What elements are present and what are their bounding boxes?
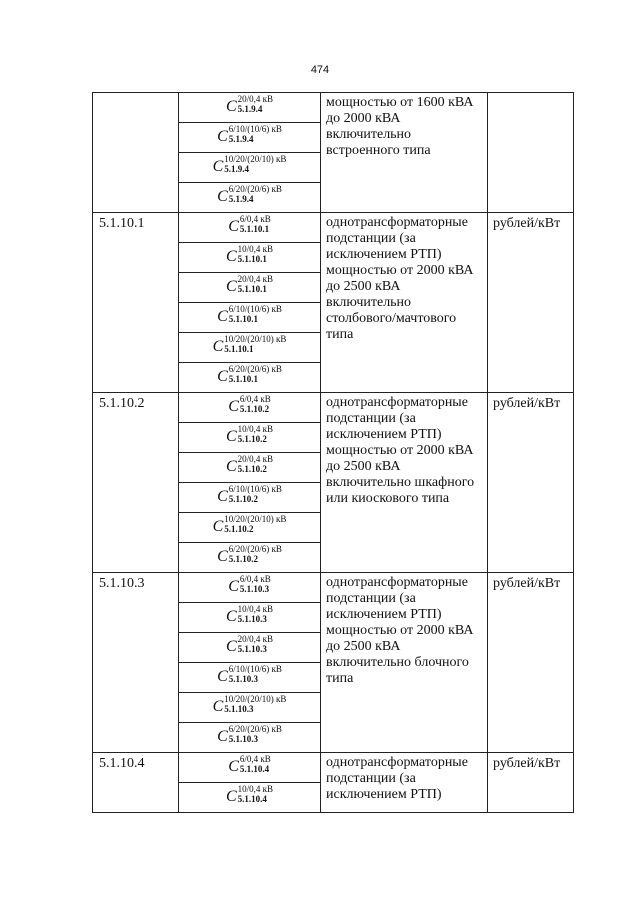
rate-symbol-indices [229, 185, 282, 204]
rate-symbol-letter: C [228, 218, 239, 235]
item-description: однотрансформаторные подстанции (за исключением РТП) мощностью от 2000 кВА до 2500 кВА включительно шкафного или киоскового типа [321, 393, 488, 573]
rate-symbol-superscript: 10/0,4 кВ [237, 244, 274, 254]
rate-symbol [179, 543, 320, 565]
rate-symbol [179, 693, 320, 715]
rate-symbol [179, 453, 320, 475]
item-code: 5.1.10.3 [93, 573, 179, 753]
rate-symbol-letter: C [225, 458, 237, 475]
rate-symbol-subscript: 5.1.10.3 [228, 674, 259, 684]
rate-symbol-subscript: 5.1.10.3 [224, 704, 254, 714]
rate-symbol-cell [179, 123, 321, 153]
table-row [93, 93, 574, 123]
rate-symbol-superscript: 6/0,4 кВ [239, 754, 271, 764]
rate-symbol-letter: C [225, 608, 237, 625]
rate-symbol-letter: C [225, 248, 237, 265]
rate-symbol-cell [179, 303, 321, 333]
rate-symbol [179, 333, 320, 355]
rate-symbol-letter: C [228, 578, 239, 595]
rate-symbol-letter: C [228, 398, 239, 415]
rate-symbol-letter: C [225, 98, 237, 115]
rate-symbol-cell [179, 513, 321, 543]
rate-symbol-cell [179, 363, 321, 393]
tariff-table-body [93, 93, 574, 813]
rate-symbol [179, 573, 320, 595]
item-unit: рублей/кВт [488, 753, 574, 813]
rate-symbol-superscript: 6/10/(10/6) кВ [228, 124, 282, 134]
rate-symbol-letter: C [212, 518, 224, 535]
rate-symbol-cell [179, 243, 321, 273]
rate-symbol-subscript: 5.1.10.2 [237, 434, 267, 444]
rate-symbol-letter: C [217, 668, 228, 685]
rate-symbol-superscript: 10/0,4 кВ [237, 424, 274, 434]
rate-symbol-letter: C [225, 788, 237, 805]
rate-symbol-superscript: 6/0,4 кВ [239, 394, 271, 404]
rate-symbol-cell [179, 153, 321, 183]
rate-symbol-indices [224, 155, 286, 174]
table-row [93, 573, 574, 603]
rate-symbol [179, 633, 320, 655]
rate-symbol-subscript: 5.1.10.1 [228, 314, 259, 324]
rate-symbol-letter: C [225, 428, 237, 445]
rate-symbol-indices [238, 605, 273, 624]
rate-symbol-letter: C [212, 698, 224, 715]
rate-symbol-cell [179, 693, 321, 723]
rate-symbol-indices [224, 515, 286, 534]
rate-symbol-letter: C [217, 488, 228, 505]
rate-symbol-indices [224, 335, 286, 354]
rate-symbol [179, 153, 320, 175]
rate-symbol-superscript: 6/10/(10/6) кВ [228, 304, 282, 314]
rate-symbol-cell [179, 273, 321, 303]
rate-symbol-indices [238, 785, 273, 804]
rate-symbol-superscript: 10/20/(20/10) кВ [224, 334, 287, 344]
rate-symbol-indices [238, 455, 273, 474]
rate-symbol-superscript: 6/20/(20/6) кВ [228, 544, 282, 554]
rate-symbol-indices [229, 305, 282, 324]
rate-symbol-subscript: 5.1.10.1 [239, 224, 270, 234]
rate-symbol-indices [238, 635, 273, 654]
rate-symbol [179, 93, 320, 115]
rate-symbol-superscript: 6/0,4 кВ [239, 574, 271, 584]
rate-symbol-cell [179, 603, 321, 633]
rate-symbol-indices [240, 755, 271, 774]
rate-symbol-subscript: 5.1.10.2 [228, 494, 259, 504]
rate-symbol-indices [229, 485, 282, 504]
rate-symbol-indices [224, 695, 286, 714]
rate-symbol-superscript: 20/0,4 кВ [237, 454, 274, 464]
item-unit: рублей/кВт [488, 213, 574, 393]
rate-symbol-subscript: 5.1.10.1 [237, 254, 267, 264]
item-description: однотрансформаторные подстанции (за исключением РТП) мощностью от 2000 кВА до 2500 кВА включительно столбового/мачтового типа [321, 213, 488, 393]
rate-symbol [179, 603, 320, 625]
rate-symbol-superscript: 10/0,4 кВ [237, 784, 274, 794]
rate-symbol-subscript: 5.1.9.4 [228, 134, 254, 144]
page-number: 474 [310, 64, 330, 76]
rate-symbol-indices [229, 725, 282, 744]
rate-symbol-subscript: 5.1.10.4 [239, 764, 270, 774]
rate-symbol-subscript: 5.1.10.2 [228, 554, 259, 564]
rate-symbol-subscript: 5.1.10.3 [239, 584, 270, 594]
rate-symbol-superscript: 10/20/(20/10) кВ [224, 694, 287, 704]
rate-symbol-letter: C [217, 728, 228, 745]
item-description: однотрансформаторные подстанции (за исключением РТП) мощностью от 2000 кВА до 2500 кВА включительно блочного типа [321, 573, 488, 753]
rate-symbol-subscript: 5.1.10.2 [237, 464, 267, 474]
rate-symbol-subscript: 5.1.10.1 [228, 374, 259, 384]
rate-symbol-indices [240, 575, 271, 594]
rate-symbol [179, 663, 320, 685]
rate-symbol-indices [240, 215, 271, 234]
rate-symbol-cell [179, 543, 321, 573]
rate-symbol-cell [179, 453, 321, 483]
rate-symbol [179, 243, 320, 265]
rate-symbol-superscript: 20/0,4 кВ [237, 94, 274, 104]
item-code: 5.1.10.2 [93, 393, 179, 573]
item-description: однотрансформаторные подстанции (за исключением РТП) [321, 753, 488, 813]
rate-symbol-cell [179, 633, 321, 663]
rate-symbol-indices [238, 95, 273, 114]
rate-symbol-cell [179, 423, 321, 453]
rate-symbol-cell [179, 93, 321, 123]
rate-symbol [179, 123, 320, 145]
rate-symbol [179, 183, 320, 205]
rate-symbol-indices [229, 665, 282, 684]
item-unit: рублей/кВт [488, 393, 574, 573]
rate-symbol-subscript: 5.1.10.4 [237, 794, 267, 804]
rate-symbol-subscript: 5.1.9.4 [224, 164, 250, 174]
rate-symbol-subscript: 5.1.9.4 [237, 104, 263, 114]
rate-symbol-letter: C [212, 158, 224, 175]
rate-symbol-superscript: 20/0,4 кВ [237, 274, 274, 284]
rate-symbol-subscript: 5.1.9.4 [228, 194, 254, 204]
rate-symbol-letter: C [217, 368, 228, 385]
rate-symbol-cell [179, 753, 321, 783]
rate-symbol-cell [179, 333, 321, 363]
item-unit [488, 93, 574, 213]
rate-symbol-superscript: 6/20/(20/6) кВ [228, 364, 282, 374]
rate-symbol [179, 423, 320, 445]
rate-symbol-cell [179, 723, 321, 753]
item-unit: рублей/кВт [488, 573, 574, 753]
item-code: 5.1.10.1 [93, 213, 179, 393]
rate-symbol-indices [238, 425, 273, 444]
rate-symbol-letter: C [217, 128, 228, 145]
rate-symbol [179, 483, 320, 505]
rate-symbol-superscript: 20/0,4 кВ [237, 634, 274, 644]
rate-symbol-subscript: 5.1.10.2 [239, 404, 270, 414]
rate-symbol-superscript: 6/10/(10/6) кВ [228, 484, 282, 494]
rate-symbol-cell [179, 393, 321, 423]
rate-symbol-cell [179, 783, 321, 813]
rate-symbol [179, 753, 320, 775]
rate-symbol-cell [179, 483, 321, 513]
rate-symbol-indices [229, 125, 282, 144]
rate-symbol-indices [238, 275, 273, 294]
table-row [93, 753, 574, 783]
rate-symbol-cell [179, 213, 321, 243]
item-code: 5.1.10.4 [93, 753, 179, 813]
rate-symbol-indices [229, 545, 282, 564]
rate-symbol-superscript: 10/20/(20/10) кВ [224, 514, 287, 524]
rate-symbol-cell [179, 663, 321, 693]
rate-symbol-indices [240, 395, 271, 414]
rate-symbol-letter: C [228, 758, 239, 775]
rate-symbol-subscript: 5.1.10.3 [237, 644, 267, 654]
item-code [93, 93, 179, 213]
rate-symbol-indices [229, 365, 282, 384]
rate-symbol-superscript: 10/20/(20/10) кВ [224, 154, 287, 164]
rate-symbol-letter: C [225, 278, 237, 295]
rate-symbol-cell [179, 573, 321, 603]
table-row [93, 213, 574, 243]
rate-symbol [179, 213, 320, 235]
rate-symbol [179, 303, 320, 325]
rate-symbol-subscript: 5.1.10.2 [224, 524, 254, 534]
rate-symbol [179, 393, 320, 415]
rate-symbol-letter: C [217, 188, 228, 205]
rate-symbol [179, 273, 320, 295]
rate-symbol-superscript: 6/0,4 кВ [239, 214, 271, 224]
rate-symbol-letter: C [212, 338, 224, 355]
tariff-table [92, 92, 574, 813]
rate-symbol [179, 513, 320, 535]
rate-symbol-superscript: 6/20/(20/6) кВ [228, 184, 282, 194]
rate-symbol-letter: C [217, 308, 228, 325]
rate-symbol-subscript: 5.1.10.1 [224, 344, 254, 354]
rate-symbol-letter: C [225, 638, 237, 655]
rate-symbol [179, 723, 320, 745]
rate-symbol-superscript: 10/0,4 кВ [237, 604, 274, 614]
rate-symbol [179, 363, 320, 385]
rate-symbol-subscript: 5.1.10.3 [237, 614, 267, 624]
rate-symbol-subscript: 5.1.10.1 [237, 284, 267, 294]
rate-symbol-cell [179, 183, 321, 213]
rate-symbol-superscript: 6/20/(20/6) кВ [228, 724, 282, 734]
rate-symbol-indices [238, 245, 273, 264]
rate-symbol-superscript: 6/10/(10/6) кВ [228, 664, 282, 674]
item-description: мощностью от 1600 кВА до 2000 кВА включительно встроенного типа [321, 93, 488, 213]
rate-symbol-subscript: 5.1.10.3 [228, 734, 259, 744]
table-row [93, 393, 574, 423]
rate-symbol-letter: C [217, 548, 228, 565]
rate-symbol [179, 783, 320, 805]
